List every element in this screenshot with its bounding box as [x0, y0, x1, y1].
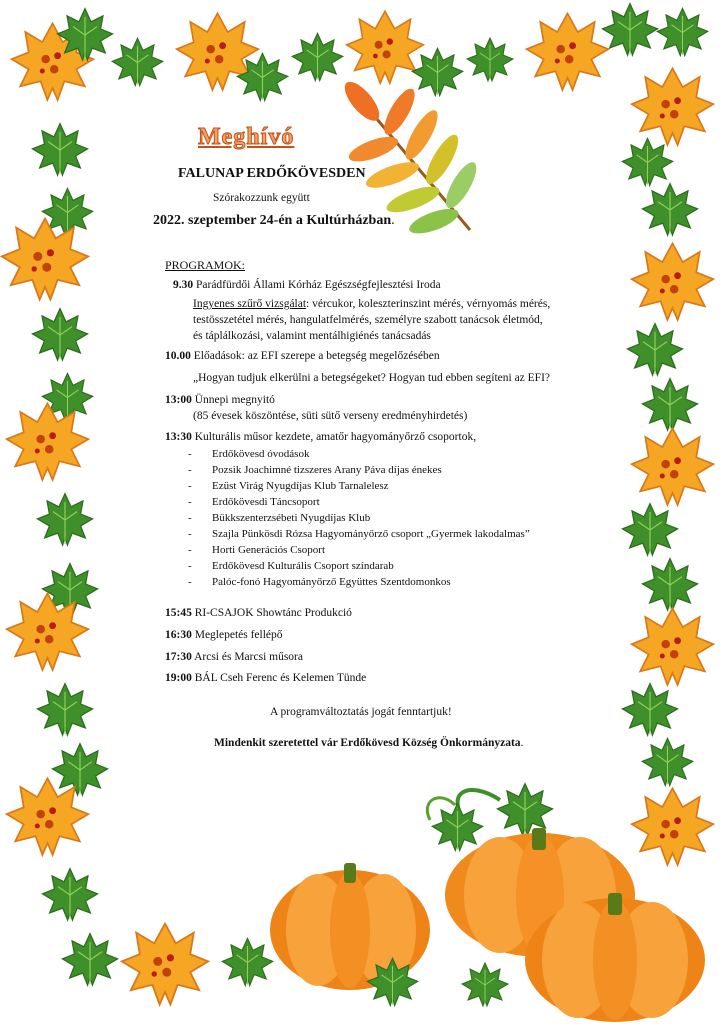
change-notice: A programváltoztatás jogát fenntartjuk!	[270, 706, 452, 718]
invitation-title: Meghívó	[198, 124, 295, 150]
tagline: Szórakozzunk együtt	[213, 192, 310, 204]
program-1-title: Parádfürdői Állami Kórház Egészségfejlesztési Iroda	[196, 279, 441, 291]
program-8-title: BÁL Cseh Ferenc és Kelemen Tünde	[194, 672, 367, 684]
closing-line	[214, 737, 523, 749]
program-6	[165, 629, 283, 641]
act-item: - Szajla Pünkösdi Rózsa Hagyományőrző csoport „Gyermek lakodalmas”	[188, 528, 530, 540]
act-item: - Pozsik Joachimné tizszeres Arany Páva díjas énekes	[188, 464, 442, 476]
act-item: - Ezüst Virág Nyugdíjas Klub Tarnalelesz	[188, 480, 389, 492]
closing-period: .	[520, 737, 524, 749]
program-5-title: RI-CSAJOK Showtánc Produkció	[194, 607, 352, 619]
act-item: - Bükkszenterzsébeti Nyugdíjas Klub	[188, 512, 371, 524]
act-item: - Erdőkövesd óvodások	[188, 448, 310, 460]
screening-colon: :	[306, 298, 310, 310]
program-8	[165, 672, 366, 684]
program-7-time: 17:30	[165, 651, 192, 663]
program-1-time: 9.30	[173, 279, 194, 291]
act-item: - Palóc-fonó Hagyományőrző Együttes Szentdomonkos	[188, 576, 451, 588]
act-item: - Erdőkövesdi Táncsoport	[188, 496, 320, 508]
programs-heading: PROGRAMOK:	[165, 258, 246, 272]
program-7-title: Arcsi és Marcsi műsora	[194, 651, 303, 663]
program-2-title: Előadások: az EFI szerepe a betegség megelőzésében	[193, 350, 440, 362]
program-6-title: Meglepetés fellépő	[194, 629, 283, 641]
program-3-title: Ünnepi megnyitó	[194, 394, 275, 406]
program-7	[165, 651, 303, 663]
program-3	[165, 394, 275, 406]
program-6-time: 16:30	[165, 629, 192, 641]
screening-label: Ingyenes szűrő vizsgálat	[193, 298, 307, 310]
program-3-time: 13:00	[165, 394, 192, 406]
program-1-desc-1	[193, 298, 550, 310]
event-date-text: 2022. szeptember 24-én a Kultúrházban	[153, 213, 392, 228]
event-date	[153, 213, 395, 229]
program-2	[165, 350, 440, 362]
program-2-time: 10.00	[165, 350, 191, 362]
screening-desc-1: vércukor, koleszterinszint mérés, vérnyomás mérés,	[309, 298, 551, 310]
program-8-time: 19:00	[165, 672, 192, 684]
program-5-time: 15:45	[165, 607, 192, 619]
closing-text: Mindenkit szeretettel vár Erdőkövesd Község Önkormányzata	[214, 737, 521, 749]
program-1	[173, 279, 441, 291]
program-3-note: (85 évesek köszöntése, süti sütő verseny eredményhirdetés)	[193, 410, 468, 422]
program-4-title: Kulturális műsor kezdete, amatőr hagyományőrző csoportok,	[194, 431, 477, 443]
act-item: - Horti Generációs Csoport	[188, 544, 326, 556]
program-4-time: 13:30	[165, 431, 192, 443]
event-name: FALUNAP ERDŐKÖVESDEN	[178, 166, 366, 181]
program-1-desc-3: és táplálkozási, valamint mentálhigiénés tanácsadás	[193, 330, 431, 342]
program-4	[165, 431, 476, 443]
program-2-quote: „Hogyan tudjuk elkerülni a betegségeket? Hogyan tud ebben segíteni az EFI?	[193, 372, 551, 384]
event-date-period: .	[391, 213, 395, 228]
program-5	[165, 607, 352, 619]
act-item: - Erdőkövesd Kulturális Csoport színdarab	[188, 560, 394, 572]
program-1-desc-2: testösszetétel mérés, hangulatfelmérés, személyre szabott tanácsok életmód,	[193, 314, 543, 326]
